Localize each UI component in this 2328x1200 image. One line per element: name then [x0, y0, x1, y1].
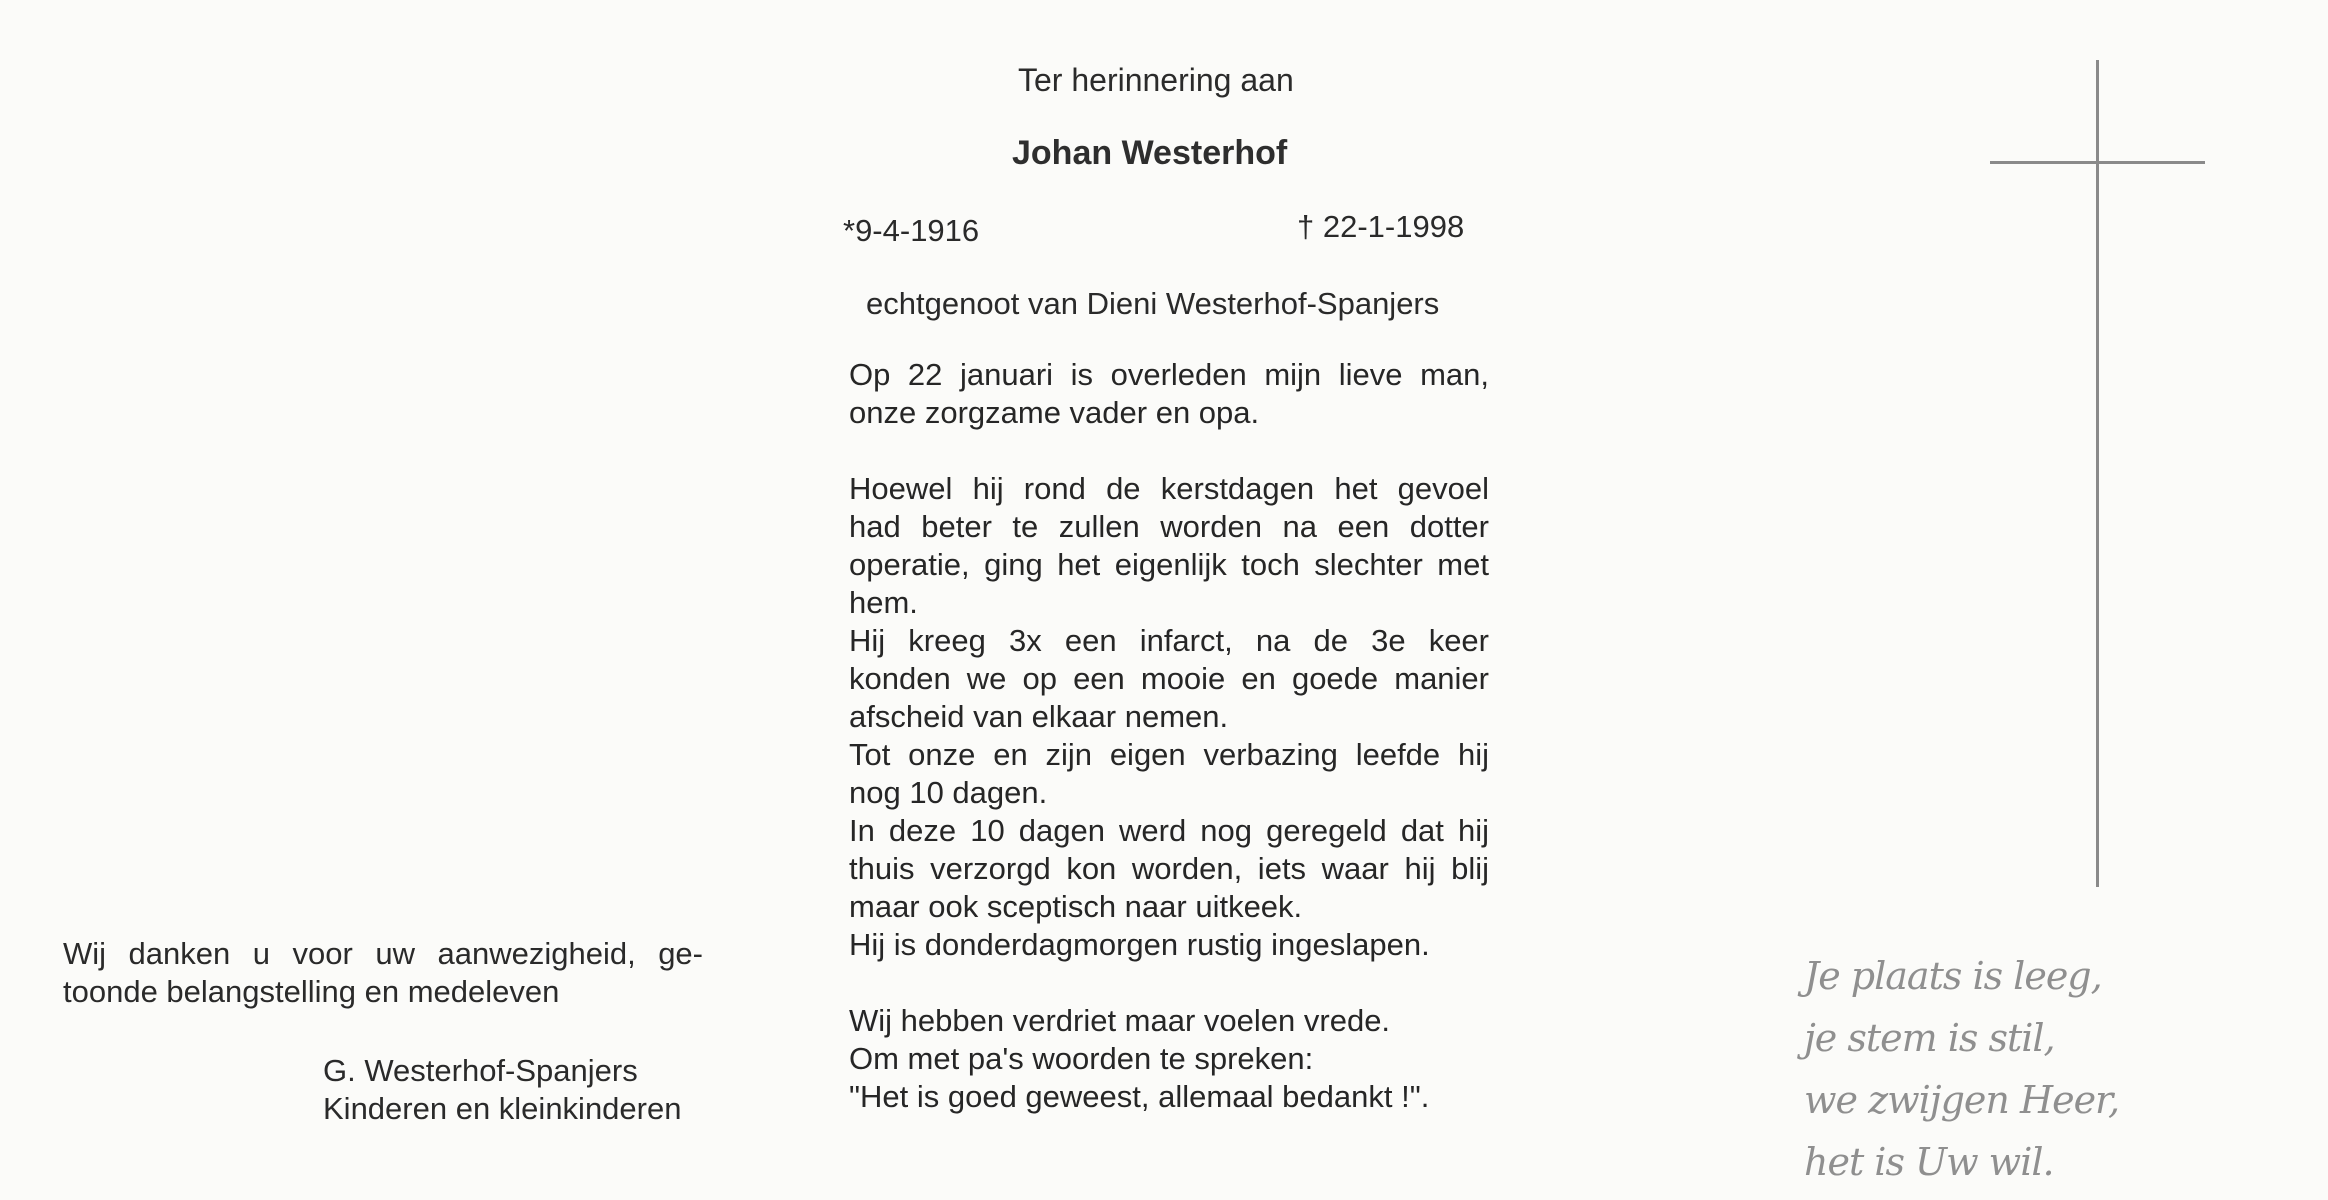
text-line: onze zorgzame vader en opa.: [849, 395, 1260, 430]
signature-widow: G. Westerhof-Spanjers: [323, 1053, 638, 1088]
poem-line: het is Uw wil.: [1804, 1140, 2054, 1184]
text-line: Tot onze en zijn eigen verbazing leefde hij: [849, 737, 1489, 772]
poem: [1804, 945, 2119, 1193]
thanks-text: [63, 935, 703, 1011]
spouse-line: echtgenoot van Dieni Westerhof-Spanjers: [866, 286, 1440, 321]
text-line: Wij danken u voor uw aanwezigheid, ge-: [63, 936, 703, 971]
text-line: Om met pa's woorden te spreken:: [849, 1041, 1314, 1076]
text-line: afscheid van elkaar nemen.: [849, 699, 1229, 734]
text-line: nog 10 dagen.: [849, 775, 1048, 810]
text-line: maar ook sceptisch naar uitkeek.: [849, 889, 1303, 924]
text-line: "Het is goed geweest, allemaal bedankt !".: [849, 1079, 1430, 1114]
text-line: Wij hebben verdriet maar voelen vrede.: [849, 1003, 1391, 1038]
poem-line: je stem is stil,: [1804, 1016, 2055, 1060]
text-line: toonde belangstelling en medeleven: [63, 974, 560, 1009]
signature-block: [323, 1052, 681, 1128]
paragraph-closing: [849, 1002, 1489, 1116]
paragraph-story: [849, 470, 1489, 964]
text-line: operatie, ging het eigenlijk toch slechter met: [849, 547, 1489, 582]
birth-date: *9-4-1916: [843, 213, 980, 248]
cross-horizontal-bar: [1990, 161, 2205, 164]
text-line: konden we op een mooie en goede manier: [849, 661, 1489, 696]
text-line: thuis verzorgd kon worden, iets waar hij blij: [849, 851, 1489, 886]
poem-line: Je plaats is leeg,: [1804, 954, 2102, 998]
poem-line: we zwijgen Heer,: [1804, 1078, 2120, 1122]
announcement-text: [849, 356, 1489, 1116]
deceased-name: Johan Westerhof: [1012, 134, 1288, 172]
in-memory-heading: Ter herinnering aan: [1018, 62, 1294, 98]
signature-family: Kinderen en kleinkinderen: [323, 1091, 682, 1126]
text-line: Hij kreeg 3x een infarct, na de 3e keer: [849, 623, 1489, 658]
text-line: hem.: [849, 585, 918, 620]
death-date: † 22-1-1998: [1297, 209, 1465, 244]
text-line: Op 22 januari is overleden mijn lieve man,: [849, 357, 1489, 392]
text-line: Hoewel hij rond de kerstdagen het gevoel: [849, 471, 1489, 506]
text-line: had beter te zullen worden na een dotter: [849, 509, 1489, 544]
paragraph-passing: [849, 356, 1489, 432]
cross-vertical-bar: [2096, 60, 2099, 887]
text-line: Hij is donderdagmorgen rustig ingeslapen.: [849, 927, 1430, 962]
text-line: In deze 10 dagen werd nog geregeld dat hij: [849, 813, 1489, 848]
